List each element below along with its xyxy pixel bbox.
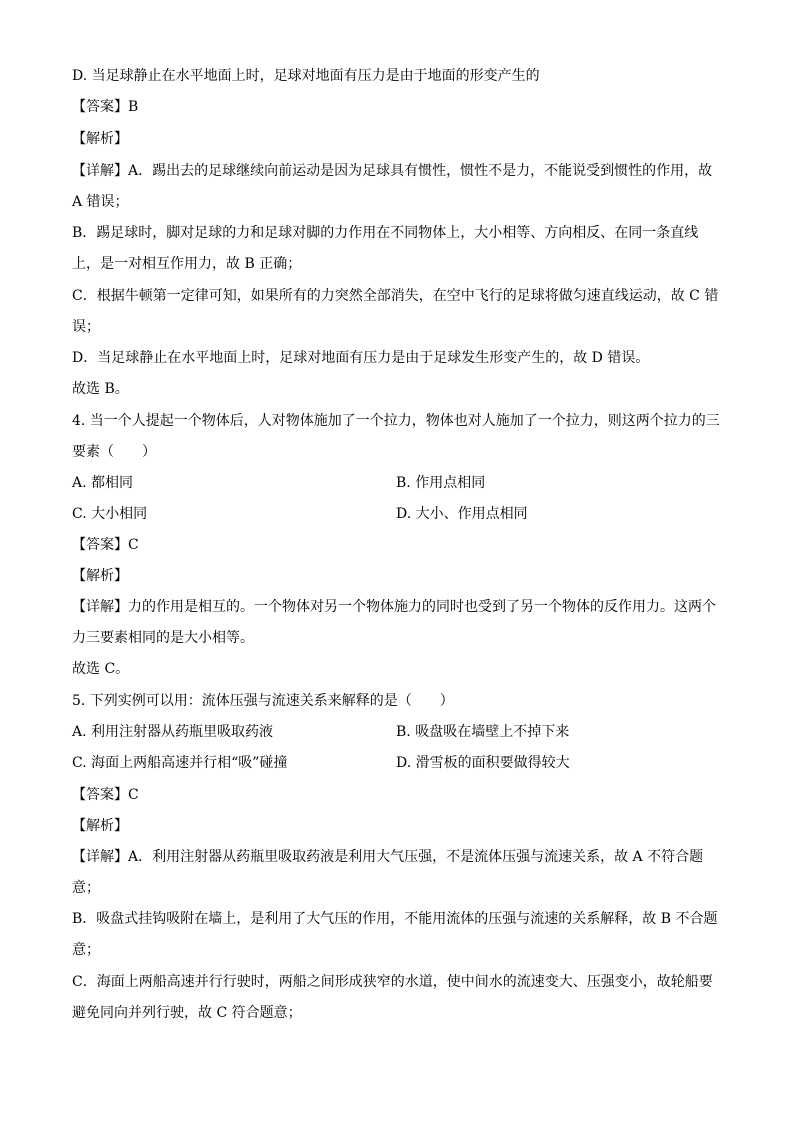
q5-detail-line: 意； <box>72 880 100 896</box>
q5-detail-line: 【详解】A．利用注射器从药瓶里吸取药液是利用大气压强，不是流体压强与流速关系，故 A 不符合题 <box>72 849 704 865</box>
q5-stem: 5. 下列实例可以用：流体压强与流速关系来解释的是（ ） <box>72 693 454 709</box>
q5-detail-line: 避免同向并列行驶，故 C 符合题意； <box>72 1005 302 1021</box>
q3-detail-line: C．根据牛顿第一定律可知，如果所有的力突然全部消失，在空中飞行的足球将做匀速直线运动，故 C 错 <box>72 288 719 304</box>
q4-detail-line: 【详解】力的作用是相互的。一个物体对另一个物体施力的同时也受到了另一个物体的反作用力。这两个 <box>72 599 716 615</box>
q3-detail-line: A 错误； <box>72 194 129 210</box>
q5-detail-line: 意； <box>72 942 100 958</box>
q4-stem-line: 要素（ ） <box>72 444 156 460</box>
q3-detail-line: 误； <box>72 319 100 335</box>
q4-detail-line: 力三要素相同的是大小相等。 <box>72 630 254 646</box>
q3-detail-line: 上，是一对相互作用力，故 B 正确； <box>72 256 302 272</box>
q4-option-a: A. 都相同 <box>72 475 134 491</box>
q5-option-b: B. 吸盘吸在墙壁上不掉下来 <box>396 724 570 740</box>
q4-conclusion: 故选 C。 <box>72 661 130 677</box>
q5-analysis-label: 【解析】 <box>72 818 128 834</box>
q4-option-b: B. 作用点相同 <box>396 475 486 491</box>
q3-option-d: D. 当足球静止在水平地面上时，足球对地面有压力是由于地面的形变产生的 <box>72 68 540 84</box>
q3-detail-line: D．当足球静止在水平地面上时，足球对地面有压力是由于足球发生形变产生的，故 D 错误。 <box>72 350 650 366</box>
q3-detail-line: 【详解】A．踢出去的足球继续向前运动是因为足球具有惯性，惯性不是力，不能说受到惯性的作用，故 <box>72 163 713 179</box>
q3-answer: 【答案】B <box>72 99 139 115</box>
q5-option-a: A. 利用注射器从药瓶里吸取药液 <box>72 724 274 740</box>
q3-detail-line: B．踢足球时，脚对足球的力和足球对脚的力作用在不同物体上，大小相等、方向相反、在同一条直线 <box>72 225 699 241</box>
q5-detail-line: B．吸盘式挂钩吸附在墙上，是利用了大气压的作用，不能用流体的压强与流速的关系解释，故 B 不合题 <box>72 911 718 927</box>
q3-conclusion: 故选 B。 <box>72 381 129 397</box>
q5-option-d: D. 滑雪板的面积要做得较大 <box>396 755 570 771</box>
q4-stem-line: 4. 当一个人提起一个物体后，人对物体施加了一个拉力，物体也对人施加了一个拉力，则这两个拉力的三 <box>72 413 720 429</box>
q4-answer: 【答案】C <box>72 537 139 553</box>
q5-answer: 【答案】C <box>72 787 139 803</box>
q3-analysis-label: 【解析】 <box>72 131 128 147</box>
q5-detail-line: C．海面上两船高速并行行驶时，两船之间形成狭窄的水道，使中间水的流速变大、压强变小，故轮船要 <box>72 974 713 990</box>
q4-option-c: C. 大小相同 <box>72 506 148 522</box>
q5-option-c: C. 海面上两船高速并行相“吸”碰撞 <box>72 755 288 771</box>
q4-option-d: D. 大小、作用点相同 <box>396 506 528 522</box>
q4-analysis-label: 【解析】 <box>72 568 128 584</box>
